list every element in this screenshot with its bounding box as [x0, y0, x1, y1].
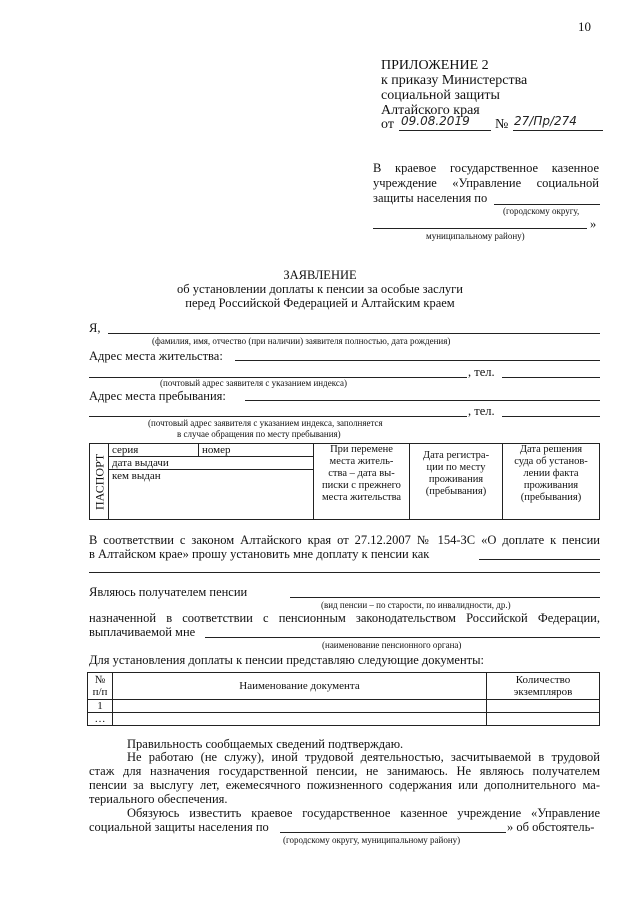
pension-organ-hint: (наименование пенсионного органа)	[322, 640, 462, 650]
not-working-line: пенсии за выслугу лет, ежемесячного пожизненного содержания или дополнительного ма-	[89, 778, 600, 792]
doc-name-cell[interactable]	[113, 700, 487, 713]
stay-hint: в случае обращения по месту пребывания)	[177, 429, 341, 439]
ya-label: Я,	[89, 321, 101, 335]
doc-qty-header	[487, 673, 600, 700]
column-header-text: лении факта	[523, 468, 579, 479]
column-header-text: Дата решения	[519, 444, 583, 455]
document-subtitle: перед Российской Федерацией и Алтайским краем	[185, 296, 455, 310]
request-line: В соответствии с законом Алтайского края от 27.12.2007 № 154-ЗС «О доплате к пенсии	[89, 533, 600, 547]
column-header-text: писки с прежнего	[322, 480, 401, 491]
addressee-line: В краевое государственное казенное	[373, 161, 599, 175]
applicant-name-hint: (фамилия, имя, отчество (при наличии) заявителя полностью, дата рождения)	[152, 336, 451, 346]
passport-issued-by-cell[interactable]: кем выдан	[109, 470, 314, 483]
passport-issued-by-cell-2[interactable]	[109, 482, 314, 520]
passport-number-cell[interactable]: номер	[199, 444, 314, 457]
district-field-2[interactable]	[373, 228, 587, 229]
pension-type-field[interactable]	[290, 597, 600, 598]
not-working-line: Не работаю (не служу), иной трудовой деятельностью, засчитываемой в трудовой	[127, 750, 600, 764]
category-field[interactable]	[479, 559, 600, 560]
passport-registration-column	[410, 444, 503, 520]
district-field[interactable]	[494, 204, 600, 205]
residence-tel-field[interactable]	[502, 377, 600, 378]
order-date-prefix: от	[381, 117, 394, 132]
obligation-line: » об обстоятель-	[507, 820, 595, 834]
header-line: к приказу Министерства	[381, 73, 528, 88]
passport-change-column	[314, 444, 410, 520]
column-header-text: ства – дата вы-	[328, 468, 395, 479]
column-header-text: п/п	[92, 686, 108, 698]
doc-num-header	[88, 673, 113, 700]
district-hint-2: муниципальному району)	[426, 231, 525, 241]
pension-recipient-label: Являюсь получателем пенсии	[89, 585, 248, 599]
table-row	[88, 713, 600, 726]
not-working-line: стаж для назначения государственной пенсии, не занимаюсь. Не являюсь получателем	[89, 764, 600, 778]
pension-line: выплачиваемой мне	[89, 625, 196, 639]
header-line: социальной защиты	[381, 88, 500, 103]
tel-label: , тел.	[468, 404, 495, 418]
stay-hint: (почтовый адрес заявителя с указанием индекса, заполняется	[148, 418, 383, 428]
passport-court-column	[503, 444, 600, 520]
confirmation-text: Правильность сообщаемых сведений подтверждаю.	[127, 737, 404, 751]
table-row	[88, 700, 600, 713]
doc-name-cell[interactable]	[113, 713, 487, 726]
pension-organ-field[interactable]	[205, 637, 600, 638]
obligation-district-field[interactable]	[280, 832, 506, 833]
pension-type-hint: (вид пенсии – по старости, по инвалидности, др.)	[321, 600, 511, 610]
document-subtitle: об установлении доплаты к пенсии за особые заслуги	[176, 282, 464, 296]
not-working-line: териального обеспечения.	[89, 792, 228, 806]
residence-field[interactable]	[235, 360, 600, 361]
column-header-text: проживания	[428, 474, 484, 485]
column-header-text: №	[94, 674, 106, 686]
residence-label: Адрес места жительства:	[89, 349, 223, 363]
passport-series-cell[interactable]: серия	[109, 444, 199, 457]
document-title: ЗАЯВЛЕНИЕ	[283, 268, 357, 282]
doc-qty-cell[interactable]	[487, 700, 600, 713]
doc-name-header: Наименование документа	[113, 673, 487, 700]
order-number: 27/Пр/274	[514, 114, 577, 128]
documents-intro: Для установления доплаты к пенсии представляю следующие документы:	[89, 653, 485, 667]
column-header-text: суда об установ-	[514, 456, 588, 467]
header-line: Алтайского края	[381, 103, 480, 118]
page-number: 10	[578, 19, 591, 34]
column-header-text: места жительства	[321, 492, 402, 503]
order-date: 09.08.2019	[401, 114, 470, 128]
column-header-text: места житель-	[329, 456, 394, 467]
column-header-text: Количество	[515, 674, 571, 686]
column-header-text: (пребывания)	[520, 492, 582, 503]
addressee-line: защиты населения по	[373, 191, 488, 205]
pension-line: назначенной в соответствии с пенсионным законодательством Российской Федерации,	[89, 611, 600, 625]
applicant-name-field[interactable]	[108, 333, 600, 334]
addressee-line: учреждение «Управление социальной	[373, 176, 599, 190]
stay-label: Адрес места пребывания:	[89, 389, 226, 403]
passport-table	[89, 443, 600, 520]
category-field-2[interactable]	[89, 572, 600, 573]
doc-row-number: …	[88, 713, 113, 726]
passport-issue-date-cell[interactable]: дата выдачи	[109, 457, 314, 470]
district-hint: (городскому округу,	[503, 206, 580, 216]
tel-label: , тел.	[468, 365, 495, 379]
column-header-text: проживания	[523, 480, 579, 491]
residence-hint: (почтовый адрес заявителя с указанием индекса)	[160, 378, 347, 388]
column-header-text: экземпляров	[513, 686, 573, 698]
stay-tel-field[interactable]	[502, 416, 600, 417]
documents-table	[87, 672, 600, 726]
passport-label: ПАСПОРТ	[90, 444, 109, 520]
obligation-line: социальной защиты населения по	[89, 820, 269, 834]
doc-row-number: 1	[88, 700, 113, 713]
request-line: в Алтайском крае» прошу установить мне доплату к пенсии как	[89, 547, 430, 561]
stay-field[interactable]	[245, 400, 600, 401]
column-header-text: (пребывания)	[425, 486, 487, 497]
doc-qty-cell[interactable]	[487, 713, 600, 726]
stay-field-2[interactable]	[89, 416, 467, 417]
close-quote: »	[590, 217, 597, 231]
approval-header	[381, 58, 527, 118]
obligation-district-hint: (городскому округу, муниципальному району)	[283, 835, 461, 845]
column-header-text: Дата регистра-	[422, 450, 490, 461]
column-header-text: При перемене	[330, 444, 393, 455]
obligation-line: Обязуюсь известить краевое государственное казенное учреждение «Управление	[127, 806, 600, 820]
appendix-title: ПРИЛОЖЕНИЕ 2	[381, 58, 489, 73]
column-header-text: ции по месту	[426, 462, 486, 473]
order-number-prefix: №	[495, 117, 509, 132]
